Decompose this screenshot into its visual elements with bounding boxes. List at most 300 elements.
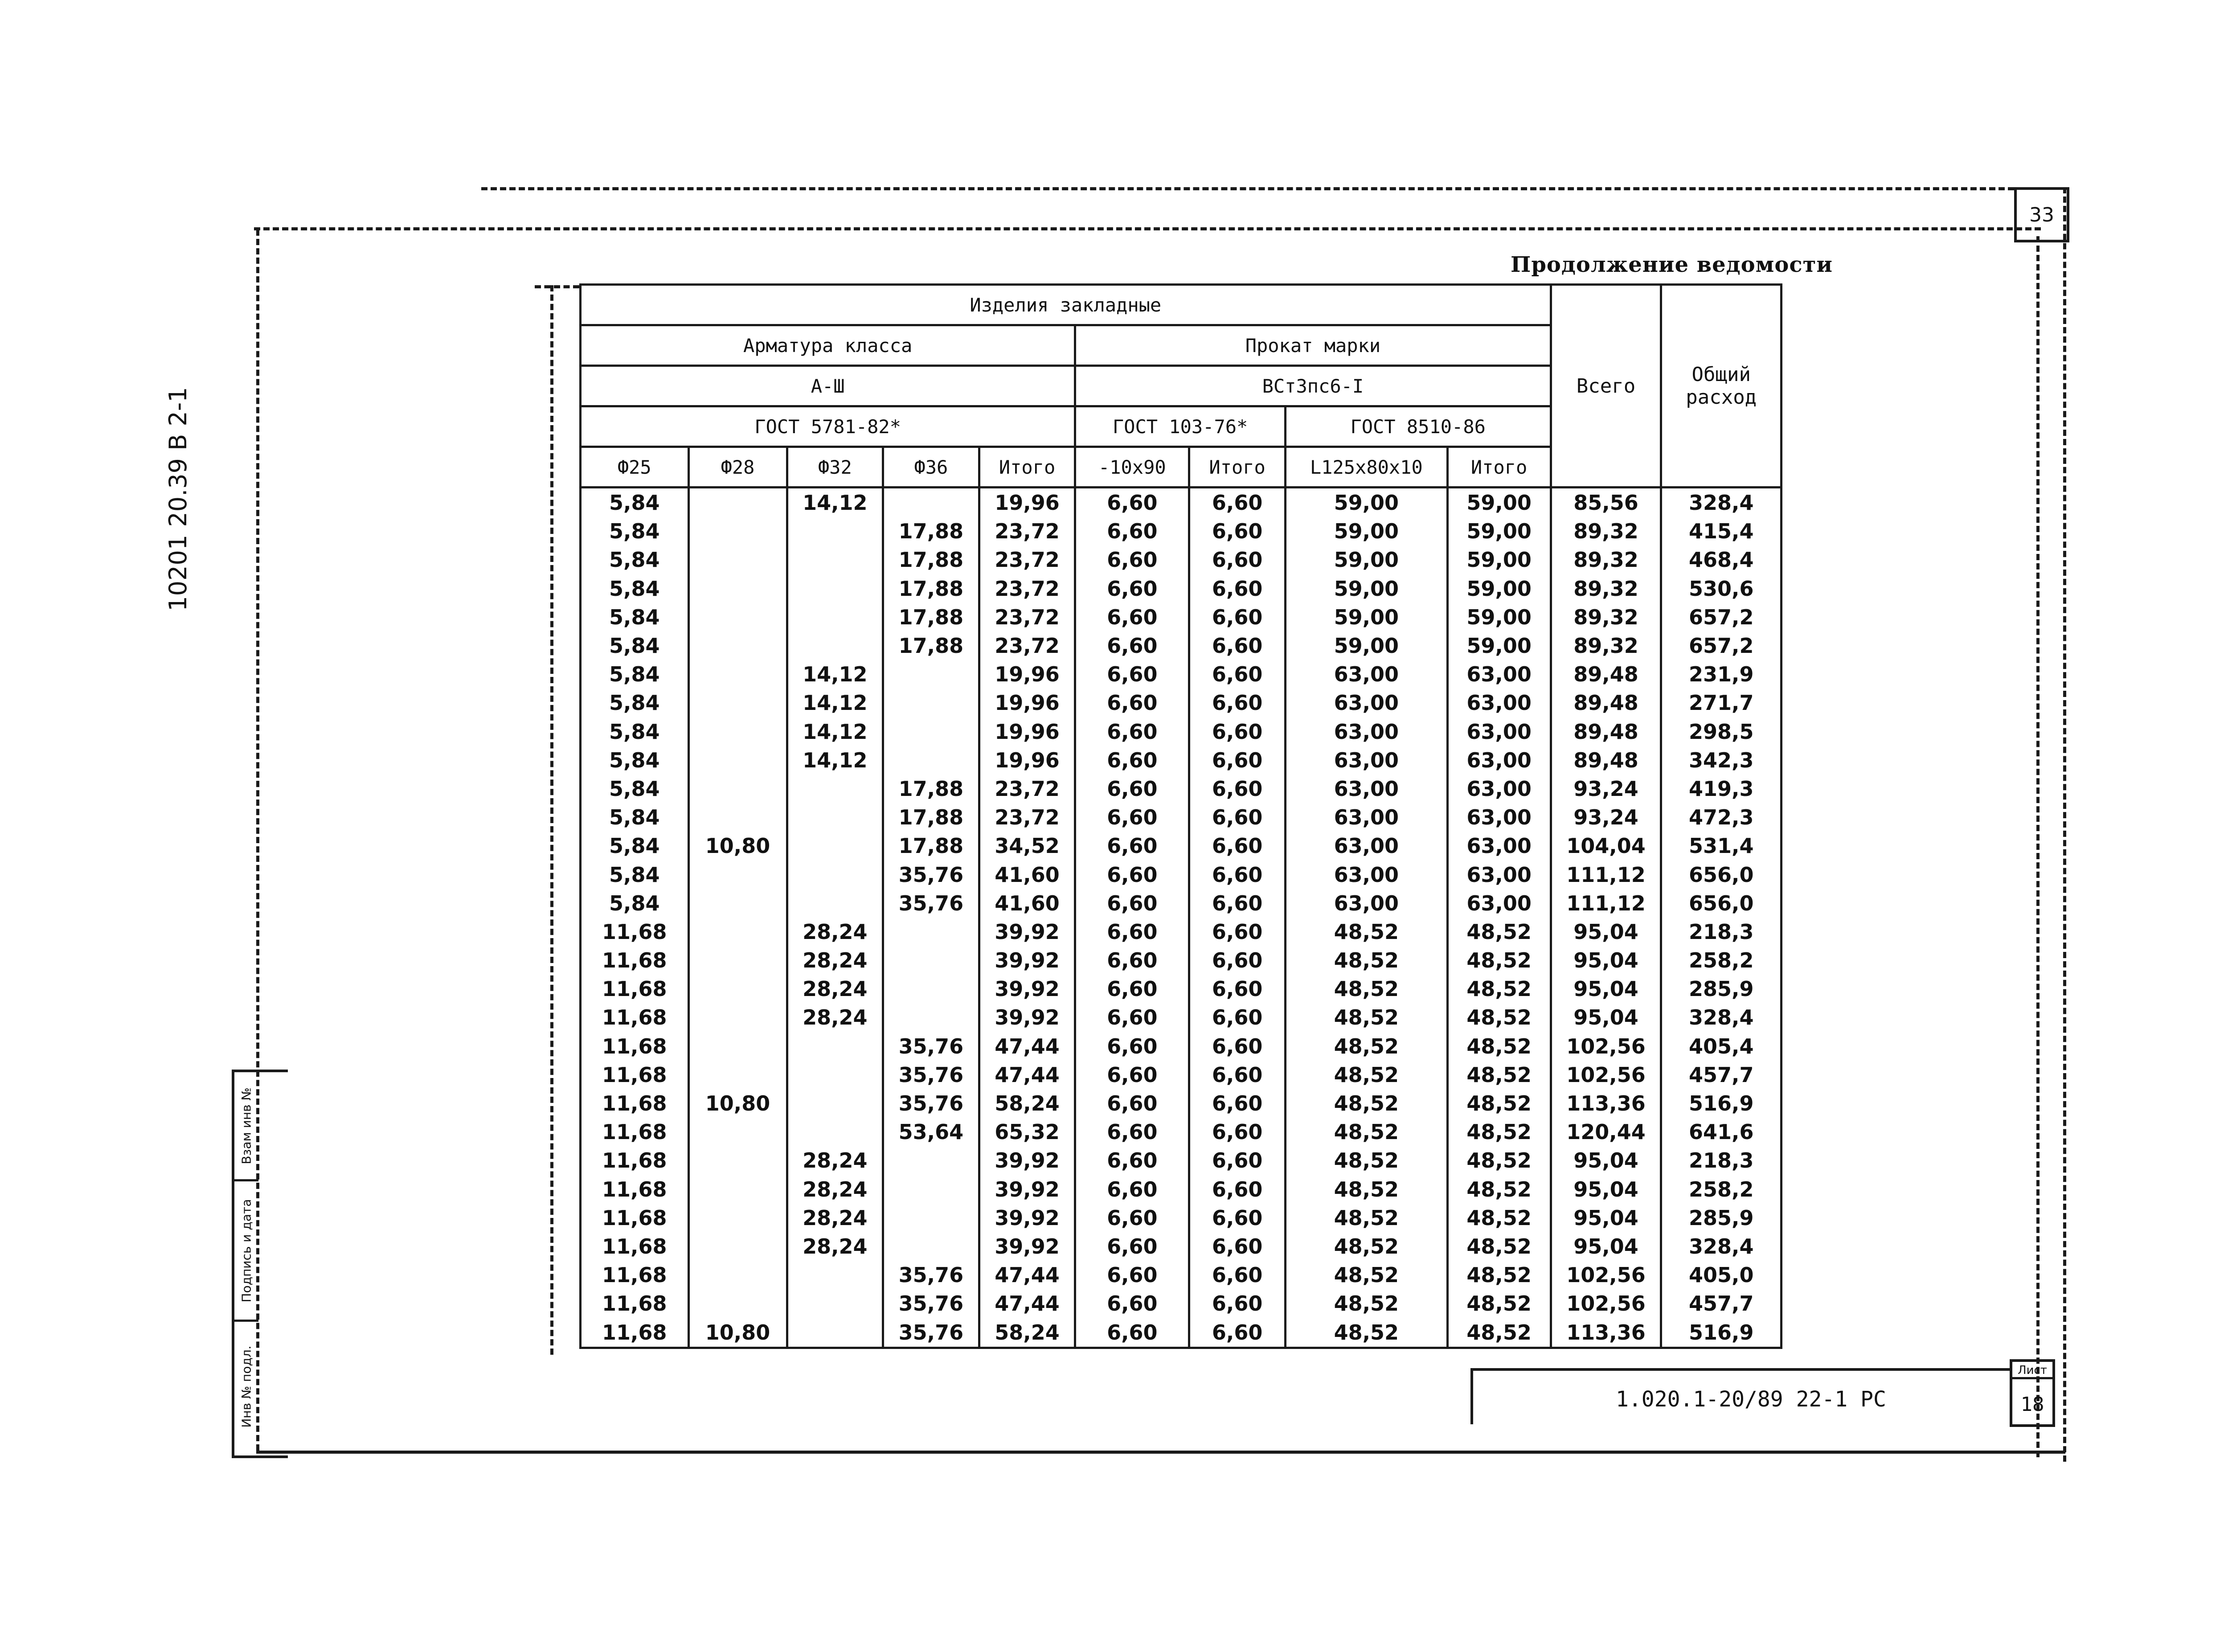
table-cell: 89,48	[1551, 717, 1661, 746]
table-cell: 5,84	[581, 889, 689, 918]
table-cell: 11,68	[581, 1318, 689, 1348]
table-cell: 59,00	[1285, 631, 1447, 660]
table-cell: 6,60	[1189, 803, 1286, 832]
table-cell: 6,60	[1189, 1118, 1286, 1146]
table-cell: 6,60	[1075, 803, 1189, 832]
column-header: Ф36	[883, 447, 979, 488]
column-header: -10x90	[1075, 447, 1189, 488]
table-cell: 48,52	[1285, 1118, 1447, 1146]
table-cell: 34,52	[979, 832, 1075, 860]
table-row	[581, 889, 1782, 918]
table-cell: 531,4	[1661, 832, 1782, 860]
table-cell: 48,52	[1285, 1032, 1447, 1061]
table-cell: 5,84	[581, 775, 689, 803]
table-row	[581, 1061, 1782, 1089]
table-cell: 468,4	[1661, 545, 1782, 574]
table-cell: 23,72	[979, 803, 1075, 832]
frame-right-outer	[2063, 187, 2066, 1462]
table-cell: 14,12	[787, 488, 883, 517]
table-row	[581, 1232, 1782, 1261]
table-cell: 48,52	[1285, 1089, 1447, 1118]
table-cell: 63,00	[1285, 860, 1447, 889]
table-cell: 11,68	[581, 1032, 689, 1061]
table-cell	[883, 746, 979, 775]
table-cell: 328,4	[1661, 488, 1782, 517]
table-cell: 6,60	[1075, 1061, 1189, 1089]
table-cell	[688, 746, 787, 775]
table-cell: 641,6	[1661, 1118, 1782, 1146]
table-cell: 63,00	[1447, 746, 1551, 775]
table-row	[581, 1175, 1782, 1204]
approval-stamp	[232, 1070, 288, 1458]
table-cell: 11,68	[581, 1003, 689, 1032]
total-header: Всего	[1551, 285, 1661, 488]
table-cell	[688, 517, 787, 545]
table-row	[581, 1146, 1782, 1175]
table-cell: 6,60	[1075, 1118, 1189, 1146]
table-row	[581, 1118, 1782, 1146]
table-cell: 58,24	[979, 1089, 1075, 1118]
column-header: Итого	[1189, 447, 1286, 488]
table-cell: 11,68	[581, 1204, 689, 1232]
table-row	[581, 1261, 1782, 1289]
table-cell: 65,32	[979, 1118, 1075, 1146]
table-cell	[787, 1061, 883, 1089]
table-cell: 6,60	[1075, 832, 1189, 860]
stamp-cell: Подпись и дата	[234, 1181, 258, 1322]
table-row	[581, 1204, 1782, 1232]
table-cell	[787, 889, 883, 918]
table-cell: 48,52	[1285, 1146, 1447, 1175]
table-cell: 63,00	[1285, 775, 1447, 803]
table-cell: 48,52	[1447, 1261, 1551, 1289]
materials-table	[579, 283, 1782, 1349]
table-cell: 95,04	[1551, 1204, 1661, 1232]
table-cell	[883, 975, 979, 1003]
table-cell: 102,56	[1551, 1261, 1661, 1289]
table-cell: 11,68	[581, 1118, 689, 1146]
table-cell: 6,60	[1189, 1032, 1286, 1061]
table-cell: 342,3	[1661, 746, 1782, 775]
table-cell: 59,00	[1285, 517, 1447, 545]
table-cell: 59,00	[1285, 603, 1447, 631]
table-cell: 11,68	[581, 1089, 689, 1118]
table-cell: 39,92	[979, 1003, 1075, 1032]
table-cell: 23,72	[979, 631, 1075, 660]
table-cell: 5,84	[581, 488, 689, 517]
table-cell: 120,44	[1551, 1118, 1661, 1146]
table-cell: 39,92	[979, 1232, 1075, 1261]
table-cell: 53,64	[883, 1118, 979, 1146]
table-cell	[787, 631, 883, 660]
table-cell: 35,76	[883, 1061, 979, 1089]
table-cell: 11,68	[581, 946, 689, 975]
table-cell: 19,96	[979, 488, 1075, 517]
column-header: Ф25	[581, 447, 689, 488]
table-cell: 39,92	[979, 1175, 1075, 1204]
table-cell	[688, 717, 787, 746]
table-cell: 48,52	[1285, 946, 1447, 975]
page-number: 33	[2014, 187, 2069, 242]
table-cell: 111,12	[1551, 860, 1661, 889]
table-cell: 6,60	[1075, 517, 1189, 545]
table-row	[581, 574, 1782, 603]
profile-title: Прокат марки	[1075, 325, 1551, 366]
table-cell: 48,52	[1285, 918, 1447, 946]
table-cell: 19,96	[979, 689, 1075, 717]
table-cell: 530,6	[1661, 574, 1782, 603]
table-cell: 48,52	[1447, 1118, 1551, 1146]
frame-bottom	[256, 1451, 2065, 1454]
table-cell	[688, 1204, 787, 1232]
table-cell: 95,04	[1551, 1146, 1661, 1175]
table-cell: 35,76	[883, 1261, 979, 1289]
table-cell: 14,12	[787, 689, 883, 717]
table-cell: 6,60	[1075, 1232, 1189, 1261]
table-cell	[688, 860, 787, 889]
table-cell: 5,84	[581, 689, 689, 717]
table-cell	[883, 689, 979, 717]
table-cell	[688, 1032, 787, 1061]
table-cell: 11,68	[581, 1146, 689, 1175]
table-cell: 48,52	[1285, 1175, 1447, 1204]
table-cell: 6,60	[1189, 717, 1286, 746]
table-cell: 95,04	[1551, 946, 1661, 975]
table-row	[581, 860, 1782, 889]
table-cell: 59,00	[1285, 545, 1447, 574]
table-cell: 104,04	[1551, 832, 1661, 860]
table-cell: 6,60	[1189, 1003, 1286, 1032]
table-cell: 63,00	[1447, 803, 1551, 832]
table-cell: 6,60	[1075, 746, 1189, 775]
table-row	[581, 689, 1782, 717]
table-cell: 6,60	[1075, 1204, 1189, 1232]
table-cell: 113,36	[1551, 1318, 1661, 1348]
table-cell: 93,24	[1551, 803, 1661, 832]
table-cell: 6,60	[1189, 1061, 1286, 1089]
table-cell: 35,76	[883, 1032, 979, 1061]
rebar-title: Арматура класса	[581, 325, 1075, 366]
table-cell	[883, 1146, 979, 1175]
table-cell: 231,9	[1661, 660, 1782, 689]
table-cell: 59,00	[1285, 574, 1447, 603]
table-top-line	[535, 285, 579, 288]
table-cell: 218,3	[1661, 1146, 1782, 1175]
table-cell: 5,84	[581, 860, 689, 889]
table-cell	[883, 1232, 979, 1261]
table-cell: 48,52	[1447, 946, 1551, 975]
table-cell	[787, 803, 883, 832]
table-cell: 328,4	[1661, 1232, 1782, 1261]
table-cell: 472,3	[1661, 803, 1782, 832]
table-cell: 63,00	[1447, 832, 1551, 860]
table-cell: 95,04	[1551, 1175, 1661, 1204]
table-cell: 39,92	[979, 918, 1075, 946]
table-cell: 19,96	[979, 717, 1075, 746]
table-row	[581, 1289, 1782, 1318]
rebar-class: А-Ш	[581, 366, 1075, 406]
table-cell: 39,92	[979, 975, 1075, 1003]
table-cell: 41,60	[979, 889, 1075, 918]
table-cell: 516,9	[1661, 1318, 1782, 1348]
table-cell: 17,88	[883, 574, 979, 603]
rebar-gost: ГОСТ 5781-82*	[581, 406, 1075, 447]
table-cell: 6,60	[1189, 860, 1286, 889]
table-cell: 11,68	[581, 1261, 689, 1289]
table-cell: 405,4	[1661, 1032, 1782, 1061]
table-cell: 63,00	[1285, 660, 1447, 689]
table-row	[581, 832, 1782, 860]
table-cell: 298,5	[1661, 717, 1782, 746]
table-cell: 63,00	[1447, 775, 1551, 803]
table-row	[581, 717, 1782, 746]
table-cell: 59,00	[1447, 517, 1551, 545]
table-cell	[688, 1175, 787, 1204]
table-cell: 48,52	[1447, 1003, 1551, 1032]
table-cell: 657,2	[1661, 631, 1782, 660]
table-cell	[787, 1089, 883, 1118]
table-row	[581, 1089, 1782, 1118]
profile-grade: ВСт3пс6-I	[1075, 366, 1551, 406]
table-cell: 6,60	[1075, 717, 1189, 746]
table-cell: 59,00	[1285, 488, 1447, 517]
table-cell: 59,00	[1447, 545, 1551, 574]
table-cell: 271,7	[1661, 689, 1782, 717]
table-cell	[883, 717, 979, 746]
overall-header: Общий расход	[1661, 285, 1782, 488]
table-cell: 14,12	[787, 746, 883, 775]
table-cell: 39,92	[979, 946, 1075, 975]
table-cell: 258,2	[1661, 946, 1782, 975]
table-cell	[787, 1118, 883, 1146]
table-cell: 48,52	[1447, 1175, 1551, 1204]
table-cell: 6,60	[1189, 918, 1286, 946]
sheet-box	[2010, 1359, 2055, 1427]
table-row	[581, 803, 1782, 832]
table-cell	[787, 1318, 883, 1348]
table-cell: 35,76	[883, 1289, 979, 1318]
table-cell: 89,32	[1551, 574, 1661, 603]
table-cell: 48,52	[1285, 1261, 1447, 1289]
title-block	[1470, 1368, 2012, 1424]
column-header: Итого	[979, 447, 1075, 488]
profile-gost-1: ГОСТ 103-76*	[1075, 406, 1286, 447]
table-cell: 111,12	[1551, 889, 1661, 918]
column-header: Ф28	[688, 447, 787, 488]
table-cell: 59,00	[1447, 603, 1551, 631]
table-cell	[688, 1118, 787, 1146]
table-cell: 59,00	[1447, 488, 1551, 517]
table-cell: 63,00	[1285, 689, 1447, 717]
table-cell: 28,24	[787, 1146, 883, 1175]
table-cell: 48,52	[1447, 1146, 1551, 1175]
table-cell: 89,48	[1551, 746, 1661, 775]
table-row	[581, 603, 1782, 631]
table-cell	[787, 1289, 883, 1318]
table-cell: 47,44	[979, 1289, 1075, 1318]
table-cell: 6,60	[1189, 689, 1286, 717]
table-cell	[688, 1289, 787, 1318]
table-cell: 58,24	[979, 1318, 1075, 1348]
table-cell: 35,76	[883, 1318, 979, 1348]
table-cell: 6,60	[1189, 832, 1286, 860]
table-row	[581, 488, 1782, 517]
table-row	[581, 517, 1782, 545]
table-cell: 656,0	[1661, 860, 1782, 889]
table-cell: 6,60	[1189, 1089, 1286, 1118]
table-cell: 6,60	[1189, 1146, 1286, 1175]
table-cell: 419,3	[1661, 775, 1782, 803]
table-cell: 85,56	[1551, 488, 1661, 517]
table-cell: 63,00	[1447, 660, 1551, 689]
table-cell: 5,84	[581, 603, 689, 631]
table-cell: 17,88	[883, 545, 979, 574]
table-cell: 63,00	[1285, 746, 1447, 775]
table-cell: 6,60	[1189, 1261, 1286, 1289]
table-cell: 6,60	[1189, 775, 1286, 803]
table-cell: 6,60	[1189, 746, 1286, 775]
column-header: Итого	[1447, 447, 1551, 488]
table-row	[581, 775, 1782, 803]
table-cell: 6,60	[1189, 603, 1286, 631]
table-cell: 63,00	[1285, 717, 1447, 746]
table-cell: 113,36	[1551, 1089, 1661, 1118]
table-cell: 6,60	[1189, 1232, 1286, 1261]
table-cell: 48,52	[1447, 1289, 1551, 1318]
group-title: Изделия закладные	[581, 285, 1551, 325]
table-cell: 28,24	[787, 975, 883, 1003]
table-cell	[787, 1032, 883, 1061]
table-cell: 48,52	[1285, 1289, 1447, 1318]
table-cell: 14,12	[787, 660, 883, 689]
table-cell: 48,52	[1285, 1232, 1447, 1261]
table-cell: 63,00	[1285, 803, 1447, 832]
table-cell: 10,80	[688, 832, 787, 860]
table-cell: 17,88	[883, 603, 979, 631]
table-cell: 23,72	[979, 545, 1075, 574]
table-cell	[688, 1061, 787, 1089]
table-cell: 11,68	[581, 1289, 689, 1318]
table-cell: 6,60	[1189, 1318, 1286, 1348]
table-row	[581, 1032, 1782, 1061]
table-cell	[688, 1003, 787, 1032]
table-cell: 6,60	[1189, 1175, 1286, 1204]
table-row	[581, 975, 1782, 1003]
table-cell: 39,92	[979, 1146, 1075, 1175]
table-cell: 89,32	[1551, 603, 1661, 631]
table-cell: 6,60	[1075, 488, 1189, 517]
table-cell: 285,9	[1661, 975, 1782, 1003]
table-cell: 6,60	[1075, 660, 1189, 689]
table-cell	[883, 918, 979, 946]
table-cell: 48,52	[1447, 1232, 1551, 1261]
table-cell: 6,60	[1075, 574, 1189, 603]
table-cell: 95,04	[1551, 975, 1661, 1003]
table-row	[581, 545, 1782, 574]
table-cell: 6,60	[1075, 603, 1189, 631]
table-cell: 47,44	[979, 1061, 1075, 1089]
table-cell	[688, 574, 787, 603]
table-cell: 11,68	[581, 975, 689, 1003]
table-cell: 102,56	[1551, 1289, 1661, 1318]
table-cell: 6,60	[1075, 1003, 1189, 1032]
table-cell: 11,68	[581, 918, 689, 946]
table-cell: 5,84	[581, 545, 689, 574]
table-cell: 48,52	[1447, 1318, 1551, 1348]
table-cell: 6,60	[1075, 918, 1189, 946]
table-cell: 415,4	[1661, 517, 1782, 545]
table-cell: 516,9	[1661, 1089, 1782, 1118]
table-cell: 19,96	[979, 660, 1075, 689]
profile-gost-2: ГОСТ 8510-86	[1285, 406, 1551, 447]
table-cell: 6,60	[1189, 1204, 1286, 1232]
table-cell: 6,60	[1189, 488, 1286, 517]
table-cell	[688, 689, 787, 717]
table-cell: 657,2	[1661, 603, 1782, 631]
table-cell: 95,04	[1551, 1232, 1661, 1261]
table-cell: 28,24	[787, 1204, 883, 1232]
table-cell: 17,88	[883, 517, 979, 545]
table-cell	[787, 1261, 883, 1289]
table-cell: 656,0	[1661, 889, 1782, 918]
table-cell: 6,60	[1189, 545, 1286, 574]
sheet-number: 18	[2020, 1393, 2044, 1416]
frame-right	[2036, 236, 2040, 1457]
table-cell: 48,52	[1447, 1089, 1551, 1118]
table-cell: 28,24	[787, 946, 883, 975]
table-cell	[688, 918, 787, 946]
table-cell: 6,60	[1075, 1289, 1189, 1318]
table-cell	[883, 1003, 979, 1032]
table-cell: 6,60	[1189, 631, 1286, 660]
table-cell	[688, 975, 787, 1003]
table-cell: 6,60	[1189, 975, 1286, 1003]
table-cell	[787, 775, 883, 803]
table-cell	[883, 488, 979, 517]
table-cell: 6,60	[1075, 545, 1189, 574]
table-cell: 457,7	[1661, 1289, 1782, 1318]
table-cell: 23,72	[979, 517, 1075, 545]
table-cell: 23,72	[979, 574, 1075, 603]
continuation-title: Продолжение ведомости	[1511, 252, 1833, 277]
table-cell	[787, 545, 883, 574]
table-cell: 93,24	[1551, 775, 1661, 803]
column-header: L125x80x10	[1285, 447, 1447, 488]
table-cell: 14,12	[787, 717, 883, 746]
table-cell: 6,60	[1189, 946, 1286, 975]
table-cell: 48,52	[1285, 1003, 1447, 1032]
table-cell: 48,52	[1285, 1318, 1447, 1348]
table-cell: 5,84	[581, 660, 689, 689]
table-cell	[787, 574, 883, 603]
table-cell: 63,00	[1447, 689, 1551, 717]
table-cell: 6,60	[1075, 1146, 1189, 1175]
table-cell: 218,3	[1661, 918, 1782, 946]
table-cell: 48,52	[1447, 1204, 1551, 1232]
table-cell	[883, 660, 979, 689]
table-cell: 95,04	[1551, 918, 1661, 946]
table-cell: 48,52	[1447, 1061, 1551, 1089]
document-code: 1.020.1-20/89 22-1 РС	[1616, 1387, 1886, 1412]
table-cell: 48,52	[1285, 1061, 1447, 1089]
column-header: Ф32	[787, 447, 883, 488]
sheet-label: Лист	[2012, 1364, 2052, 1379]
table-cell	[688, 889, 787, 918]
table-cell: 5,84	[581, 803, 689, 832]
table-cell: 6,60	[1075, 1175, 1189, 1204]
table-cell: 11,68	[581, 1061, 689, 1089]
table-cell: 89,32	[1551, 517, 1661, 545]
